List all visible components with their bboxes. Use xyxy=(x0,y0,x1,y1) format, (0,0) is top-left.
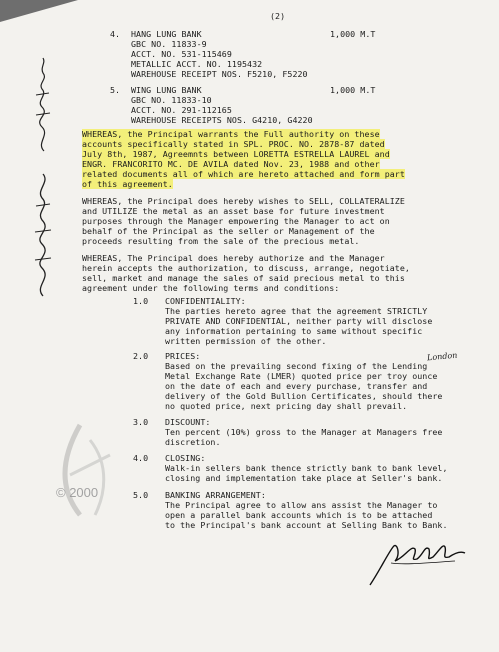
whereas-1-line: July 8th, 1987, Agreemnts between LORETTA ESTRELLA LAUREL and xyxy=(82,149,390,159)
term-line: Based on the prevailing second fixing of the Lending xyxy=(165,361,428,371)
whereas-2-line: purposes through the Manager empowering the Manager to act on xyxy=(82,216,390,226)
handwritten-correction: London xyxy=(426,350,458,363)
term-line: no quoted price, next pricing day shall prevail. xyxy=(165,401,408,411)
bank-5-index: 5. xyxy=(110,85,121,95)
whereas-1-line: WHEREAS, the Principal warrants the Full authority on these xyxy=(82,129,380,139)
bank-4-name: HANG LUNG BANK xyxy=(131,29,202,39)
term-line: Ten percent (10%) gross to the Manager at Managers free xyxy=(165,427,443,437)
whereas-2-line: proceeds resulting from the sale of the precious metal. xyxy=(82,236,360,246)
bank-5-amount: 1,000 M.T xyxy=(330,85,376,95)
term-title: DISCOUNT: xyxy=(165,417,211,427)
term-line: open a parallel bank accounts which is to be attached xyxy=(165,510,433,520)
whereas-1-line: ENGR. FRANCORITO MC. DE AVILA dated Nov. 23, 1988 and other xyxy=(82,159,380,169)
term-number: 2.0 xyxy=(133,351,149,361)
term-number: 4.0 xyxy=(133,453,149,463)
whereas-2-line: behalf of the Principal as the seller or Management of the xyxy=(82,226,375,236)
margin-signature-bottom xyxy=(30,170,56,300)
bank-5-name: WING LUNG BANK xyxy=(131,85,202,95)
bank-5-line: ACCT. NO. 291-112165 xyxy=(131,105,232,115)
watermark-logo xyxy=(50,420,128,520)
watermark-year: © 2000 xyxy=(56,485,99,500)
bank-4-line: GBC NO. 11833-9 xyxy=(131,39,207,49)
whereas-1-line: accounts specifically stated in SPL. PROC. NO. 2878-87 dated xyxy=(82,139,385,149)
bank-4-index: 4. xyxy=(110,29,121,39)
term-title: CLOSING: xyxy=(165,453,206,463)
term-title: CONFIDENTIALITY: xyxy=(165,296,246,306)
term-line: written permission of the other. xyxy=(165,336,327,346)
term-line: on the date of each and every purchase, transfer and xyxy=(165,381,428,391)
term-line: closing and implementation take place at Seller's bank. xyxy=(165,473,443,483)
term-line: Walk-in sellers bank thence strictly bank to bank level, xyxy=(165,463,448,473)
whereas-2-line: WHEREAS, the Principal does hereby wishes to SELL, COLLATERALIZE xyxy=(82,196,405,206)
margin-signature-top xyxy=(30,55,56,155)
term-line: to the Principal's bank account at Selling Bank to Bank. xyxy=(165,520,448,530)
term-line: any information pertaining to same without specific xyxy=(165,326,423,336)
term-line: discretion. xyxy=(165,437,221,447)
whereas-3-line: herein accepts the authorization, to discuss, arrange, negotiate, xyxy=(82,263,410,273)
term-number: 5.0 xyxy=(133,490,149,500)
folded-corner xyxy=(0,0,78,22)
whereas-3-line: WHEREAS, The Principal does hereby authorize and the Manager xyxy=(82,253,385,263)
bank-5-line: WAREHOUSE RECEIPTS NOS. G4210, G4220 xyxy=(131,115,313,125)
term-number: 3.0 xyxy=(133,417,149,427)
whereas-1-line: related documents all of which are hereto attached and form part xyxy=(82,169,405,179)
term-line: delivery of the Gold Bullion Certificates, should there xyxy=(165,391,443,401)
term-line: The parties hereto agree that the agreement STRICTLY xyxy=(165,306,428,316)
bank-4-amount: 1,000 M.T xyxy=(330,29,376,39)
bank-4-line: ACCT. NO. 531-115469 xyxy=(131,49,232,59)
term-line: PRIVATE AND CONFIDENTIAL, neither party will disclose xyxy=(165,316,433,326)
whereas-3-line: sell, market and manage the sales of said precious metal to this xyxy=(82,273,405,283)
bank-5-line: GBC NO. 11833-10 xyxy=(131,95,212,105)
page-number: (2) xyxy=(270,11,286,21)
whereas-2-line: and UTILIZE the metal as an asset base for future investment xyxy=(82,206,385,216)
whereas-1-line: of this agreement. xyxy=(82,179,173,189)
term-number: 1.0 xyxy=(133,296,149,306)
term-line: The Principal agree to allow ans assist the Manager to xyxy=(165,500,438,510)
signature xyxy=(365,535,470,590)
bank-4-line: WAREHOUSE RECEIPT NOS. F5210, F5220 xyxy=(131,69,308,79)
bank-4-line: METALLIC ACCT. NO. 1195432 xyxy=(131,59,263,69)
term-title: BANKING ARRANGEMENT: xyxy=(165,490,266,500)
term-title: PRICES: xyxy=(165,351,201,361)
term-line: Metal Exchange Rate (LMER) quoted price per troy ounce xyxy=(165,371,438,381)
whereas-3-line: agreement under the following terms and conditions: xyxy=(82,283,340,293)
